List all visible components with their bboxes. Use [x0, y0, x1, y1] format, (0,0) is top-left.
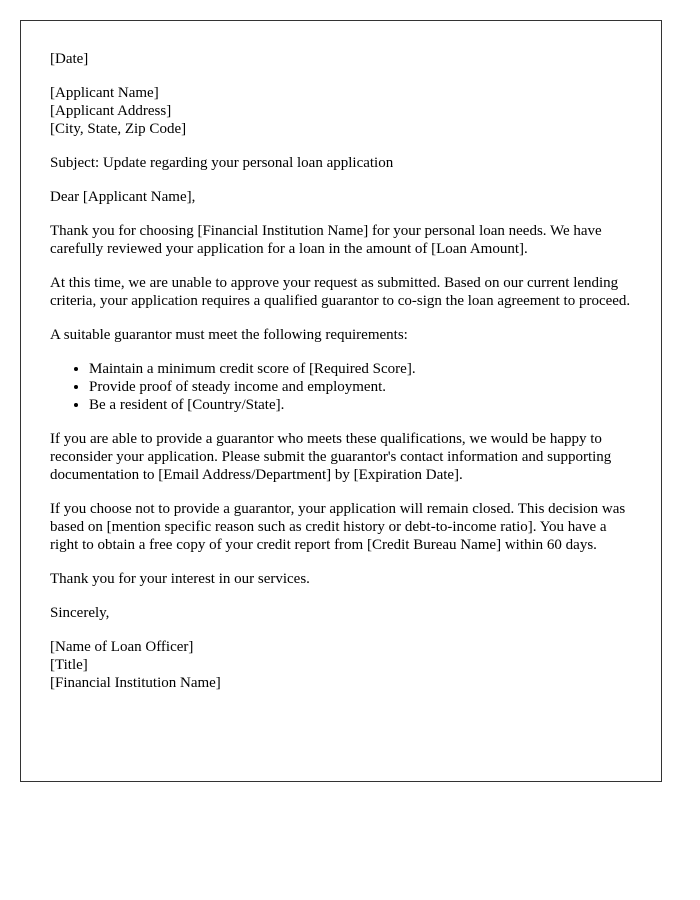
paragraph-reconsider: If you are able to provide a guarantor who meets these qualifications, we would be happy to reconsider your application. Please submit the guarantor's contact information and supporting documentation to [Email Address/Department] by [Expiration Date]. [50, 431, 612, 483]
recipient-city: [City, State, Zip Code] [50, 121, 187, 137]
signature-title: [Title] [50, 657, 88, 673]
recipient-block [50, 84, 633, 138]
salutation: Dear [Applicant Name], [50, 189, 196, 205]
paragraph-intro: Thank you for choosing [Financial Institution Name] for your personal loan needs. We have carefully reviewed your application for a loan in the amount of [Loan Amount]. [50, 223, 602, 257]
requirements-list [50, 360, 633, 414]
paragraph-decision: At this time, we are unable to approve your request as submitted. Based on our current lending criteria, your application requires a qualified guarantor to co-sign the loan agreement to proceed. [50, 275, 631, 309]
paragraph-thanks: Thank you for your interest in our services. [50, 571, 310, 587]
letter [20, 20, 662, 782]
recipient-address: [Applicant Address] [50, 103, 172, 119]
list-item: • Maintain a minimum credit score of [Required Score]. [89, 360, 633, 378]
paragraph-closed: If you choose not to provide a guarantor, your application will remain closed. This decision was based on [mention specific reason such as credit history or debt-to-income ratio]. You have a right to obtain a free copy of your credit report from [Credit Bureau Name] within 60 days. [50, 501, 626, 553]
signoff: Sincerely, [50, 605, 110, 621]
subject-line: Subject: Update regarding your personal loan application [50, 155, 394, 171]
paragraph-requirements-intro: A suitable guarantor must meet the following requirements: [50, 327, 408, 343]
date: [Date] [50, 51, 89, 67]
signature-institution: [Financial Institution Name] [50, 675, 221, 691]
list-item: • Be a resident of [Country/State]. [89, 396, 633, 414]
recipient-name: [Applicant Name] [50, 85, 159, 101]
list-item: • Provide proof of steady income and employment. [89, 378, 633, 396]
signature-name: [Name of Loan Officer] [50, 639, 194, 655]
signature-block [50, 638, 633, 692]
